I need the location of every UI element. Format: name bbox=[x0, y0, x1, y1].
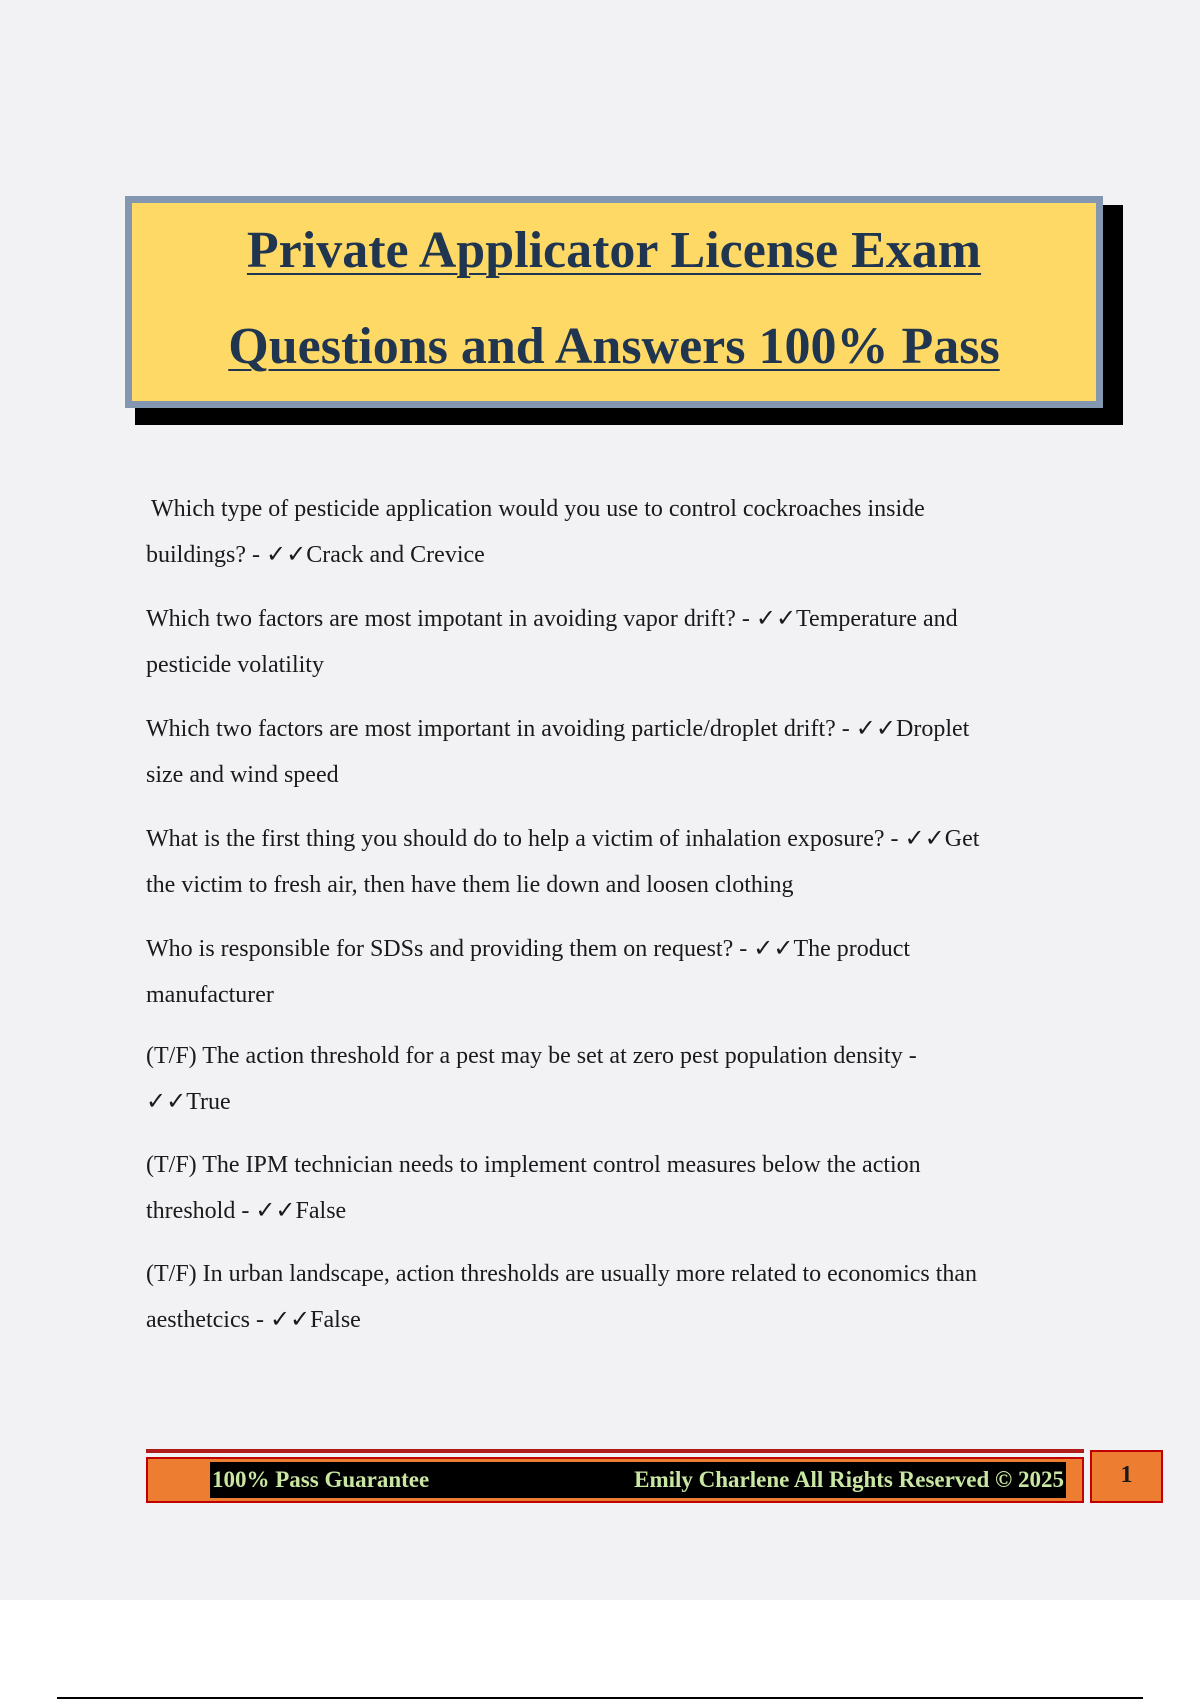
footer-divider bbox=[146, 1449, 1084, 1453]
footer-bar bbox=[146, 1457, 1084, 1503]
qa-item bbox=[146, 1033, 1086, 1125]
qa-line: size and wind speed bbox=[146, 762, 339, 788]
qa-line: pesticide volatility bbox=[146, 652, 324, 678]
qa-item bbox=[146, 486, 1086, 578]
bottom-divider bbox=[57, 1697, 1143, 1699]
qa-line: (T/F) In urban landscape, action thresholds are usually more related to economics than bbox=[146, 1261, 978, 1287]
qa-line: (T/F) The action threshold for a pest may be set at zero pest population density - bbox=[146, 1043, 917, 1069]
qa-item bbox=[146, 1142, 1086, 1234]
title-box bbox=[125, 196, 1103, 408]
page-number: 1 bbox=[1090, 1450, 1163, 1503]
qa-item bbox=[146, 926, 1086, 1018]
footer-copyright-text: Emily Charlene All Rights Reserved © 2025 bbox=[634, 1467, 1064, 1492]
qa-line: manufacturer bbox=[146, 982, 274, 1008]
qa-line: Which type of pesticide application would you use to control cockroaches inside bbox=[151, 496, 925, 522]
qa-line: Which two factors are most impotant in avoiding vapor drift? - ✓✓Temperature and bbox=[146, 606, 958, 632]
footer-text-band bbox=[210, 1462, 1066, 1498]
qa-line: threshold - ✓✓False bbox=[146, 1198, 347, 1224]
qa-line: Who is responsible for SDSs and providing them on request? - ✓✓The product bbox=[146, 936, 911, 962]
qa-item bbox=[146, 816, 1086, 908]
title-line-1: Private Applicator License Exam bbox=[246, 222, 982, 279]
qa-line: the victim to fresh air, then have them lie down and loosen clothing bbox=[146, 872, 794, 898]
qa-line: aesthetcics - ✓✓False bbox=[146, 1307, 361, 1333]
qa-item bbox=[146, 596, 1086, 688]
qa-item bbox=[146, 1251, 1086, 1343]
question-answer-list bbox=[146, 486, 1086, 1343]
title-line-2: Questions and Answers 100% Pass bbox=[228, 318, 1000, 375]
qa-line: buildings? - ✓✓Crack and Crevice bbox=[146, 542, 485, 568]
qa-line: ✓✓True bbox=[146, 1089, 231, 1115]
footer-guarantee-text: 100% Pass Guarantee bbox=[212, 1467, 430, 1492]
qa-line: What is the first thing you should do to help a victim of inhalation exposure? - ✓✓Get bbox=[146, 826, 980, 852]
qa-line: (T/F) The IPM technician needs to implement control measures below the action bbox=[146, 1152, 921, 1178]
qa-line: Which two factors are most important in avoiding particle/droplet drift? - ✓✓Droplet bbox=[146, 716, 970, 742]
qa-item bbox=[146, 706, 1086, 798]
